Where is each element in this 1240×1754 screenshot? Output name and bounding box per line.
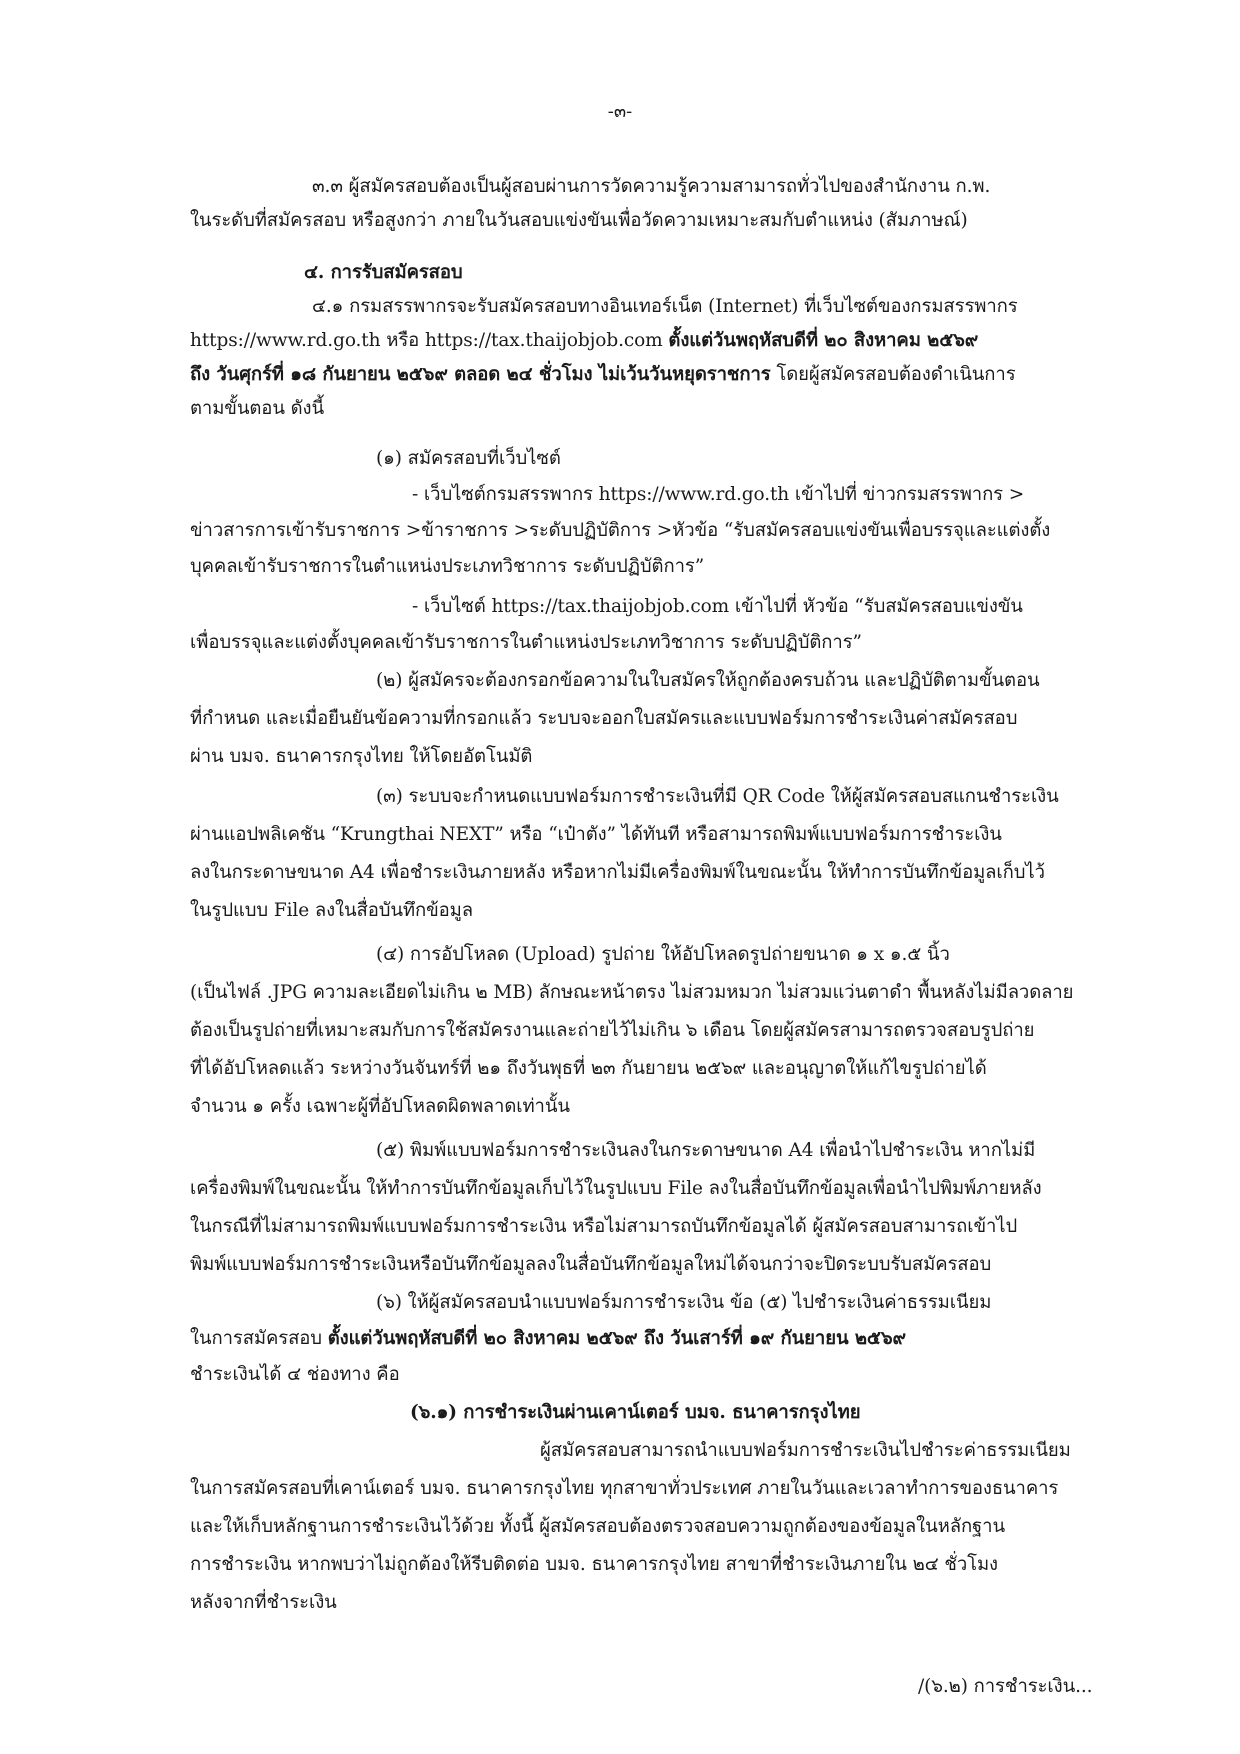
step-3-line-3: ลงในกระดาษขนาด A4 เพื่อชำระเงินภายหลัง หรือหากไม่มีเครื่องพิมพ์ในขณะนั้น ให้ทำการบันทึกข้อมูลเก็บไว้ (190, 862, 1045, 883)
step-6-line-1: (๖) ให้ผู้สมัครสอบนำแบบฟอร์มการชำระเงิน ข้อ (๕) ไปชำระเงินค่าธรรมเนียม (376, 1292, 992, 1313)
step-6-1-line-5: หลังจากที่ชำระเงิน (190, 1592, 337, 1613)
step-2-line-2: ที่กำหนด และเมื่อยืนยันข้อความที่กรอกแล้ว ระบบจะออกใบสมัครและแบบฟอร์มการชำระเงินค่าสมัครสอบ (190, 708, 1018, 729)
step-1b-line-1: - เว็บไซต์ https://tax.thaijobjob.com เข้าไปที่ หัวข้อ “รับสมัครสอบแข่งขัน (412, 596, 1023, 617)
step-2-line-3: ผ่าน บมจ. ธนาคารกรุงไทย ให้โดยอัตโนมัติ (190, 746, 533, 767)
step-6-line-3: ชำระเงินได้ ๔ ช่องทาง คือ (190, 1364, 400, 1385)
section-4-1-start-date: ตั้งแต่วันพฤหัสบดีที่ ๒๐ สิงหาคม ๒๕๖๙ (668, 330, 979, 351)
step-6-1-line-4: การชำระเงิน หากพบว่าไม่ถูกต้องให้รีบติดต่อ บมจ. ธนาคารกรุงไทย สาขาที่ชำระเงินภายใน ๒๔ ชั่วโมง (190, 1554, 998, 1575)
section-3-3-line-2: ในระดับที่สมัครสอบ หรือสูงกว่า ภายในวันสอบแข่งขันเพื่อวัดความเหมาะสมกับตำแหน่ง (สัมภาษณ์) (190, 210, 968, 231)
step-5-line-4: พิมพ์แบบฟอร์มการชำระเงินหรือบันทึกข้อมูลลงในสื่อบันทึกข้อมูลใหม่ได้จนกว่าจะปิดระบบรับสมัครสอบ (190, 1254, 992, 1275)
step-4-line-4: ที่ได้อัปโหลดแล้ว ระหว่างวันจันทร์ที่ ๒๑ ถึงวันพุธที่ ๒๓ กันยายน ๒๕๖๙ และอนุญาตให้แก้ไขรูปถ่ายได้ (190, 1058, 987, 1079)
step-6-1-line-3: และให้เก็บหลักฐานการชำระเงินไว้ด้วย ทั้งนี้ ผู้สมัครสอบต้องตรวจสอบความถูกต้องของข้อมูลในหลักฐาน (190, 1516, 1005, 1537)
section-3-3-line-1: ๓.๓ ผู้สมัครสอบต้องเป็นผู้สอบผ่านการวัดความรู้ความสามารถทั่วไปของสำนักงาน ก.พ. (312, 176, 991, 197)
section-4-1-line-2 (190, 324, 978, 358)
step-6-1-line-1: ผู้สมัครสอบสามารถนำแบบฟอร์มการชำระเงินไปชำระค่าธรรมเนียม (540, 1440, 1071, 1461)
step-4-line-3: ต้องเป็นรูปถ่ายที่เหมาะสมกับการใช้สมัครงานและถ่ายไว้ไม่เกิน ๖ เดือน โดยผู้สมัครสามารถตรวจสอบรูปถ่าย (190, 1020, 1035, 1041)
section-4-1-procedure-text: โดยผู้สมัครสอบต้องดำเนินการ (770, 364, 1016, 385)
step-1a-line-3: บุคคลเข้ารับราชการในตำแหน่งประเภทวิชาการ ระดับปฏิบัติการ” (190, 556, 705, 577)
section-4-heading: ๔. การรับสมัครสอบ (304, 262, 463, 283)
step-6-1-line-2: ในการสมัครสอบที่เคาน์เตอร์ บมจ. ธนาคารกรุงไทย ทุกสาขาทั่วประเทศ ภายในวันและเวลาทำการของธนาคาร (190, 1478, 1059, 1499)
section-4-1-line-4: ตามขั้นตอน ดังนี้ (190, 398, 325, 419)
step-6-prefix: ในการสมัครสอบ (190, 1328, 328, 1349)
section-4-1-urls: https://www.rd.go.th หรือ https://tax.thaijobjob.com (190, 330, 669, 351)
step-3-line-2: ผ่านแอปพลิเคชัน “Krungthai NEXT” หรือ “เป๋าตัง” ได้ทันที หรือสามารถพิมพ์แบบฟอร์มการชำระเงิน (190, 824, 1002, 845)
step-1a-line-2: ข่าวสารการเข้ารับราชการ >ข้าราชการ >ระดับปฏิบัติการ >หัวข้อ “รับสมัครสอบแข่งขันเพื่อบรรจุและแต่งตั้ง (190, 520, 1051, 541)
page-number: -๓- (607, 101, 633, 122)
step-5-line-2: เครื่องพิมพ์ในขณะนั้น ให้ทำการบันทึกข้อมูลเก็บไว้ในรูปแบบ File ลงในสื่อบันทึกข้อมูลเพื่อนำไปพิมพ์ภายหลัง (190, 1178, 1042, 1199)
step-5-line-3: ในกรณีที่ไม่สามารถพิมพ์แบบฟอร์มการชำระเงิน หรือไม่สามารถบันทึกข้อมูลได้ ผู้สมัครสอบสามารถเข้าไป (190, 1216, 1018, 1237)
step-1b-line-2: เพื่อบรรจุและแต่งตั้งบุคคลเข้ารับราชการในตำแหน่งประเภทวิชาการ ระดับปฏิบัติการ” (190, 632, 862, 653)
step-1-title: (๑) สมัครสอบที่เว็บไซต์ (376, 448, 561, 469)
section-4-1-end-date: ถึง วันศุกร์ที่ ๑๘ กันยายน ๒๕๖๙ ตลอด ๒๔ ชั่วโมง ไม่เว้นวันหยุดราชการ (190, 364, 771, 385)
section-4-1-line-1: ๔.๑ กรมสรรพากรจะรับสมัครสอบทางอินเทอร์เน็ต (Internet) ที่เว็บไซต์ของกรมสรรพากร (312, 296, 1018, 317)
step-3-line-4: ในรูปแบบ File ลงในสื่อบันทึกข้อมูล (190, 900, 473, 921)
step-6-1-heading: (๖.๑) การชำระเงินผ่านเคาน์เตอร์ บมจ. ธนาคารกรุงไทย (410, 1402, 861, 1423)
step-1a-line-1: - เว็บไซต์กรมสรรพากร https://www.rd.go.th เข้าไปที่ ข่าวกรมสรรพากร > (412, 484, 1025, 505)
step-5-line-1: (๕) พิมพ์แบบฟอร์มการชำระเงินลงในกระดาษขนาด A4 เพื่อนำไปชำระเงิน หากไม่มี (376, 1140, 1036, 1161)
step-3-line-1: (๓) ระบบจะกำหนดแบบฟอร์มการชำระเงินที่มี QR Code ให้ผู้สมัครสอบสแกนชำระเงิน (376, 786, 1059, 807)
step-6-payment-period: ตั้งแต่วันพฤหัสบดีที่ ๒๐ สิงหาคม ๒๕๖๙ ถึง วันเสาร์ที่ ๑๙ กันยายน ๒๕๖๙ (327, 1328, 906, 1349)
step-6-line-2 (190, 1322, 906, 1356)
step-2-line-1: (๒) ผู้สมัครจะต้องกรอกข้อความในใบสมัครให้ถูกต้องครบถ้วน และปฏิบัติตามขั้นตอน (376, 670, 1040, 691)
step-4-line-5: จำนวน ๑ ครั้ง เฉพาะผู้ที่อัปโหลดผิดพลาดเท่านั้น (190, 1096, 570, 1117)
step-4-line-1: (๔) การอัปโหลด (Upload) รูปถ่าย ให้อัปโหลดรูปถ่ายขนาด ๑ x ๑.๕ นิ้ว (376, 944, 950, 965)
continuation-note: /(๖.๒) การชำระเงิน... (918, 1676, 1093, 1697)
step-4-line-2: (เป็นไฟล์ .JPG ความละเอียดไม่เกิน ๒ MB) ลักษณะหน้าตรง ไม่สวมหมวก ไม่สวมแว่นตาดำ พื้นหลังไม่มีลวดลาย (190, 982, 1074, 1003)
section-4-1-line-3 (190, 358, 1016, 392)
